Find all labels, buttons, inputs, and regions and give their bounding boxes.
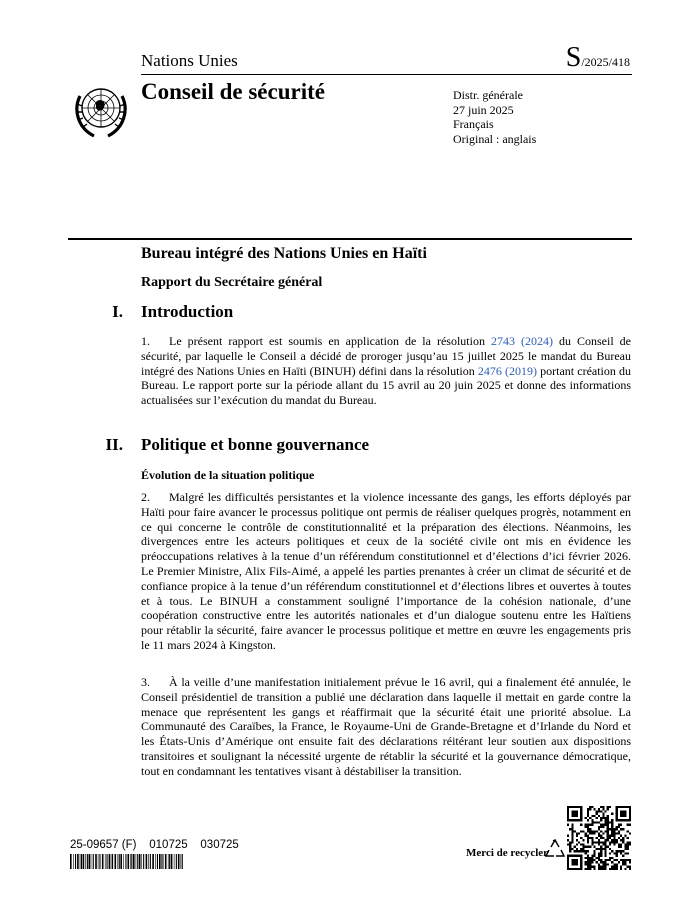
subheading: Évolution de la situation politique xyxy=(141,468,315,482)
paragraph-3 xyxy=(141,675,631,779)
section-number: II. xyxy=(105,435,123,454)
barcode-icon xyxy=(70,854,183,869)
resolution-link[interactable]: 2743 (2024) xyxy=(490,334,553,348)
paragraph-text: À la veille d’une manifestation initialement prévue le 16 avril, qui a finalement été annulée, le Conseil présidentiel de transition a publié une déclaration dans laquelle il mettait en garde contre la menace que représentent les gangs et réaffirmait que la sécurité était une priorité absolue. La Communauté des Caraïbes, la France, le Royaume-Uni de Grande-Bretagne et d’Irlande du Nord et les États-Unis d’Amérique ont ensuite fait des déclarations réitérant leur soutien aux dispositions transitoires et soulignant la nécessité urgente de rétablir la sécurité et la gouvernance démocratique, tout en condamnant les tentatives visant à déstabiliser la transition. xyxy=(141,675,631,778)
document-language: Français xyxy=(453,117,494,131)
document-job-number: 25-09657 (F) 010725 030725 xyxy=(70,839,239,851)
paragraph-2 xyxy=(141,490,631,653)
title-rule xyxy=(68,238,632,240)
original-language: Original : anglais xyxy=(453,131,537,146)
section-title: Introduction xyxy=(141,302,234,321)
paragraph-number: 1. xyxy=(141,334,150,348)
organization-name: Nations Unies xyxy=(141,51,238,70)
paragraph-number: 3. xyxy=(141,675,150,689)
distribution-block xyxy=(453,88,536,146)
council-name: Conseil de sécurité xyxy=(141,79,325,104)
paragraph-text: Le présent rapport est soumis en application de la résolution xyxy=(169,334,491,348)
section-heading-1 xyxy=(0,302,700,324)
section-title: Politique et bonne gouvernance xyxy=(141,435,370,454)
document-date: 27 juin 2025 xyxy=(453,102,514,117)
resolution-link[interactable]: 2476 (2019) xyxy=(477,363,538,378)
qr-code-icon xyxy=(567,806,631,870)
distribution-type: Distr. générale xyxy=(453,88,523,102)
paragraph-number: 2. xyxy=(141,490,150,504)
symbol-number: /2025/418 xyxy=(581,55,630,69)
paragraph-text: du Conseil de sécurité, par laquelle le Conseil a décidé de proroger jusqu’au 15 juillet 2025 le mandat du Bureau intégré des Nations Unies en Haïti (BINUH) défini dans la résolution xyxy=(141,334,631,378)
paragraph-text: portant création du Bureau. Le rapport porte sur la période allant du 15 avril au 20 juin 2025 et donne des informations actualisées sur l’exécution du mandat du Bureau. xyxy=(141,363,632,408)
un-emblem-icon xyxy=(70,80,132,142)
recycle-icon xyxy=(543,837,567,861)
paragraph-text: Malgré les difficultés persistantes et la violence incessante des gangs, les efforts déployés par Haïti pour faire avancer le processus politique ont permis de réaliser quelques progrès, notamment en ce qui concerne le contrôle de constitutionnalité et la préparation des élections. Néanmoins, les divergences entre les acteurs politiques et ceux de la société civile ont mis en évidence les préoccupations relatives à la tenue d’un référendum constitutionnel et d’élections d’ici février 2026. Le Premier Ministre, Alix Fils-Aimé, a appelé les parties prenantes à créer un climat de sécurité et de confiance propice à la tenue d’un référendum constitutionnel et d’élections libres et ouvertes à toutes et à tous. Le BINUH a constamment souligné l’importance de la cohésion nationale, d’une coopération constructive entre les autorités nationales et d’un dialogue soutenu entre les Haïtiens pour rétablir la sécurité, faire avancer le processus politique et mettre en œuvre les engagements pris le 11 mars 2024 à Kingston. xyxy=(141,490,631,652)
paragraph-1 xyxy=(141,334,631,408)
section-number: I. xyxy=(112,302,123,321)
section-heading-2 xyxy=(0,435,700,457)
header-rule xyxy=(141,74,632,75)
document-title: Bureau intégré des Nations Unies en Haïti xyxy=(141,245,427,262)
document-subtitle: Rapport du Secrétaire général xyxy=(141,275,323,290)
recycle-label: Merci de recycler xyxy=(466,847,549,859)
document-symbol xyxy=(566,44,630,72)
symbol-letter: S xyxy=(565,42,582,73)
